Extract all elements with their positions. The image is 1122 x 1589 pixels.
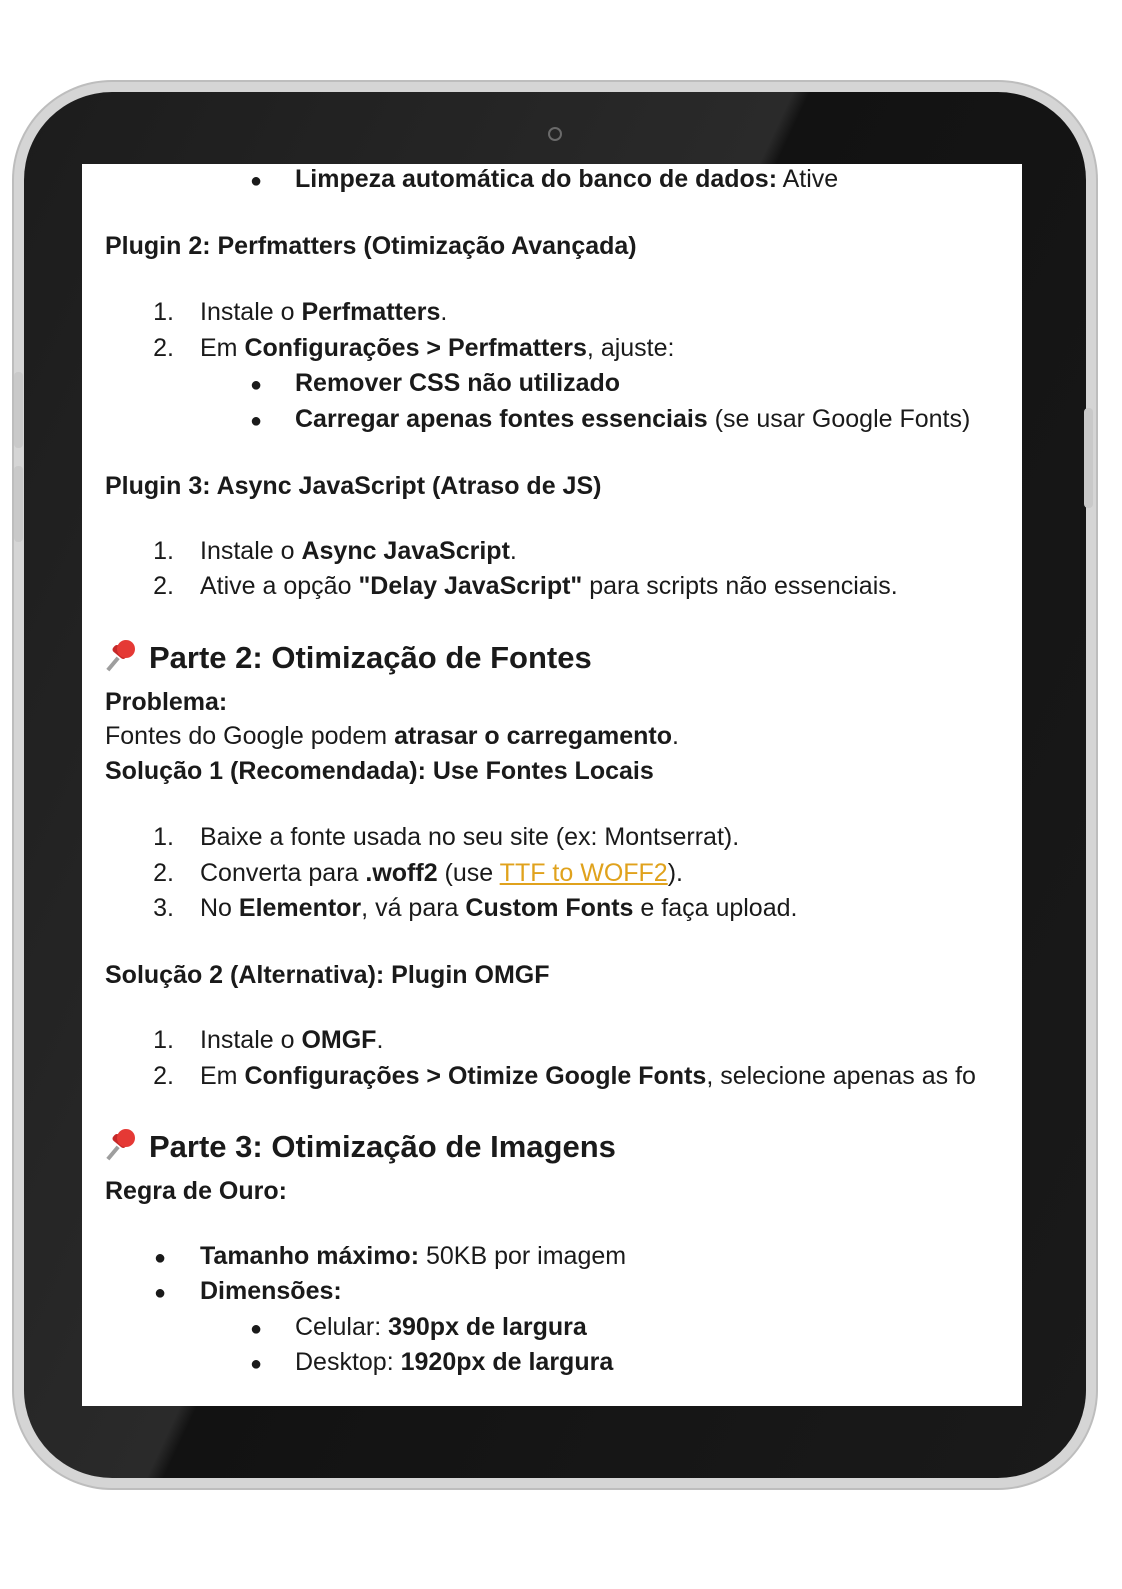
list-number: 2.	[153, 334, 174, 362]
bullet: ●	[154, 1282, 167, 1304]
screen	[82, 164, 1022, 1406]
bullet: ●	[154, 1247, 167, 1269]
list-number: 2.	[153, 859, 174, 887]
list-item: Limpeza automática do banco de dados: Ative	[295, 165, 839, 193]
section-heading: Plugin 3: Async JavaScript (Atraso de JS)	[105, 472, 602, 500]
bullet: ●	[250, 1318, 263, 1340]
bullet: ●	[250, 170, 263, 192]
list-item: Tamanho máximo: 50KB por imagem	[200, 1242, 627, 1270]
part-heading: Parte 3: Otimização de Imagens	[105, 1127, 616, 1164]
ttf-to-woff2-link[interactable]: TTF to WOFF2	[499, 859, 668, 887]
list-item: Instale o Async JavaScript.	[200, 537, 517, 565]
list-item: Remover CSS não utilizado	[295, 369, 621, 397]
list-item: Em Configurações > Perfmatters, ajuste:	[200, 334, 675, 362]
list-item: Ative a opção "Delay JavaScript" para scripts não essenciais.	[200, 572, 898, 600]
problem-text: Fontes do Google podem atrasar o carregamento.	[105, 722, 679, 750]
list-number: 3.	[153, 894, 174, 922]
list-number: 1.	[153, 298, 174, 326]
list-item: Carregar apenas fontes essenciais (se usar Google Fonts)	[295, 405, 971, 433]
pushpin-icon	[105, 638, 139, 672]
solution-heading: Solução 2 (Alternativa): Plugin OMGF	[105, 961, 550, 989]
list-item: Dimensões:	[200, 1277, 342, 1305]
volume-down-button	[14, 466, 23, 542]
list-number: 1.	[153, 823, 174, 851]
list-item: Em Configurações > Otimize Google Fonts, selecione apenas as fo	[200, 1062, 976, 1090]
list-item: Instale o OMGF.	[200, 1026, 384, 1054]
bullet: ●	[250, 1353, 263, 1375]
pushpin-icon	[105, 1127, 139, 1161]
list-item: Baixe a fonte usada no seu site (ex: Montserrat).	[200, 823, 740, 851]
problem-label: Problema:	[105, 688, 228, 716]
list-number: 1.	[153, 537, 174, 565]
list-item: Desktop: 1920px de largura	[295, 1348, 614, 1376]
list-item: Converta para .woff2 (use TTF to WOFF2).	[200, 859, 683, 887]
camera-icon	[548, 127, 562, 141]
list-item: No Elementor, vá para Custom Fonts e faça upload.	[200, 894, 798, 922]
list-item: Instale o Perfmatters.	[200, 298, 448, 326]
list-item: Celular: 390px de largura	[295, 1313, 587, 1341]
bullet: ●	[250, 410, 263, 432]
bullet: ●	[250, 374, 263, 396]
part-heading: Parte 2: Otimização de Fontes	[105, 638, 592, 675]
volume-up-button	[14, 372, 23, 448]
list-number: 2.	[153, 1062, 174, 1090]
solution-heading: Solução 1 (Recomendada): Use Fontes Locais	[105, 757, 654, 785]
power-button	[1084, 408, 1093, 508]
section-heading: Plugin 2: Perfmatters (Otimização Avançada)	[105, 232, 637, 260]
list-number: 2.	[153, 572, 174, 600]
list-number: 1.	[153, 1026, 174, 1054]
rule-label: Regra de Ouro:	[105, 1177, 287, 1205]
